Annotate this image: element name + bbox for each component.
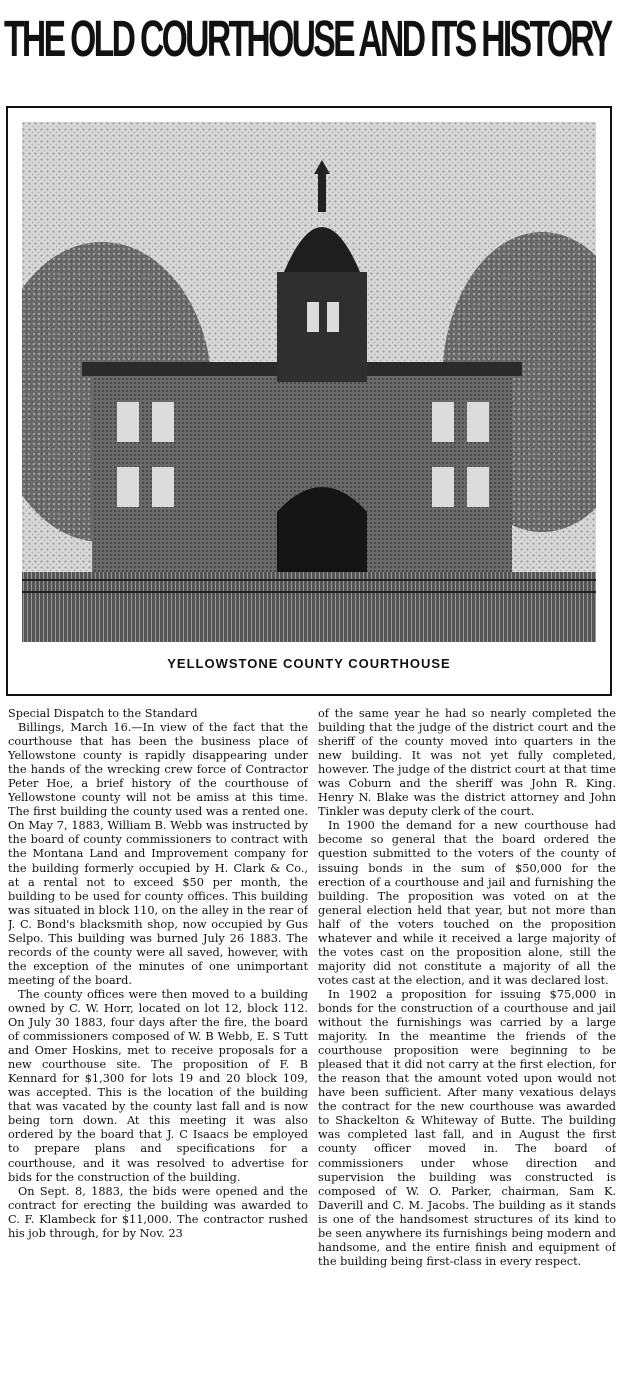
photo-frame: [6, 106, 612, 696]
paragraph: In 1902 a proposition for issuing $75,000 in bonds for the construction of a courthouse and jail without the furnishings was carried by a large majority. In the meantime the friends of the courthouse proposition were beginning to be pleased that it did not carry at the first election, for the reason that the amount voted upon would not have been sufficient. After many vexatious delays the contract for the new courthouse was awarded to Shackelton & Whiteway of Butte. The building was completed last fall, and in August the first county officer moved in. The board of commissioners under whose direction and supervision the building was constructed is composed of W. O. Parker, chairman, Sam K. Daverill and C. M. Jacobs. The building as it stands is one of the handsomest structures of its kind to be seen anywhere its furnishings being modern and handsome, and the entire finish and equipment of the building being first-class in every respect.: [318, 987, 616, 1268]
photo-caption: YELLOWSTONE COUNTY COURTHOUSE: [167, 656, 451, 671]
article-column-right: [318, 707, 616, 1367]
dateline: Special Dispatch to the Standard: [8, 707, 198, 720]
page-headline: THE OLD COURTHOUSE AND ITS HISTORY: [4, 10, 611, 67]
paragraph: Billings, March 16.—In view of the fact that the courthouse that has been the business place of Yellowstone county is rapidly disappearing under the hands of the wrecking crew force of Contractor Peter Hoe, a brief history of the courthouse of Yellowstone county will not be amiss at this time. The first building the county used was a rented one. On May 7, 1883, William B. Webb was instructed by the board of county commissioners to contract with the Montana Land and Improvement company for the building formerly occupied by H. Clark & Co., at a rental not to exceed $50 per month, the building to be used for county offices. This building was situated in block 110, on the alley in the rear of J. C. Bond's blacksmith shop, now occupied by Gus Selpo. This building was burned July 26 1883. The records of the county were all saved, however, with the exception of the minutes of one unimportant meeting of the board.: [8, 721, 308, 987]
paragraph: In 1900 the demand for a new courthouse had become so general that the board ordered the question submitted to the voters of the county of issuing bonds in the sum of $50,000 for the erection of a courthouse and jail and furnishing the building. The proposition was voted on at the general election held that year, but not more than half of the voters touched on the proposition whatever and while it received a large majority of the votes cast on the proposition alone, still the majority did not constitute a majority of all the votes cast at the election, and it was declared lost.: [318, 819, 616, 987]
paragraph: On Sept. 8, 1883, the bids were opened and the contract for erecting the building was awarded to C. F. Klambeck for $11,000. The contractor rushed his job through, for by Nov. 23: [8, 1184, 308, 1240]
article-column-left: [8, 707, 308, 1367]
courthouse-photo: [22, 122, 596, 642]
paragraph: of the same year he had so nearly completed the building that the judge of the district court and the sheriff of the county moved into quarters in the new building. It was not yet fully completed, however. The judge of the district court at that time was Coburn and the sheriff was John R. King. Henry N. Blake was the district attorney and John Tinkler was deputy clerk of the court.: [318, 707, 616, 819]
paragraph: The county offices were then moved to a building owned by C. W. Horr, located on lot 12, block 112. On July 30 1883, four days after the fire, the board of commissioners composed of W. B Webb, E. S Tutt and Omer Hoskins, met to receive proposals for a new courthouse site. The proposition of F. B Kennard for $1,300 for lots 19 and 20 block 109, was accepted. This is the location of the building that was vacated by the county last fall and is now being torn down. At this meeting it was also ordered by the board that J. C Isaacs be employed to prepare plans and specifications for a courthouse, and it was resolved to advertise for bids for the construction of the building.: [8, 987, 308, 1184]
